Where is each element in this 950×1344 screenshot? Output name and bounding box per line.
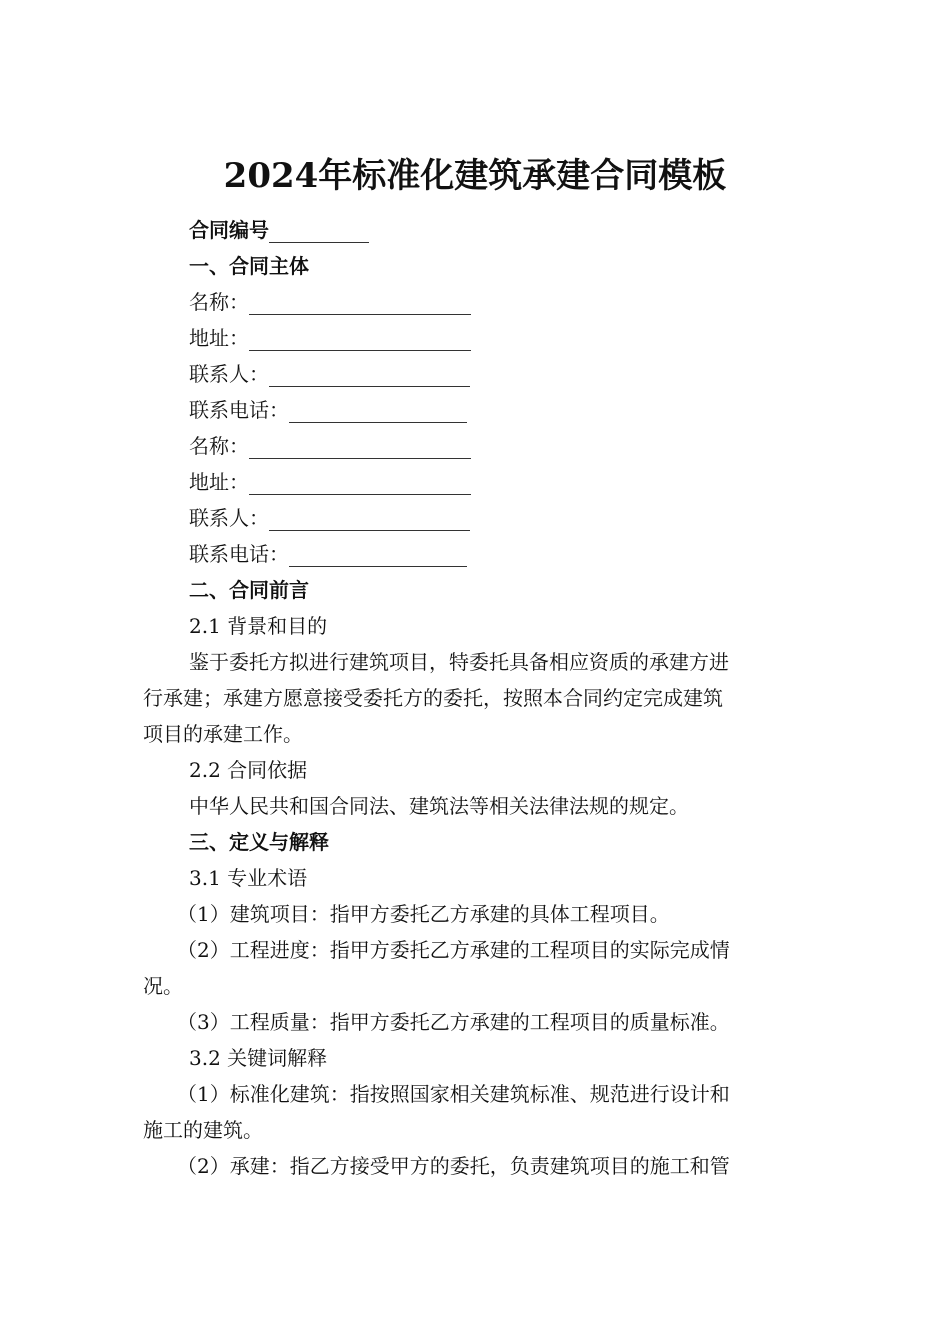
field-label: 联系人： [189,506,269,530]
field-label: 名称： [189,290,249,314]
section-2-heading: 二、合同前言 [189,578,309,602]
party-a-address-line [143,320,808,356]
contract-number-label: 合同编号 [189,218,269,242]
contract-number-line [143,212,808,248]
subsection-2-2-heading: 2.2 合同依据 [189,758,308,782]
party-a-phone-blank[interactable] [289,398,467,423]
party-b-phone-blank[interactable] [289,542,467,567]
paragraph-line: 中华人民共和国合同法、建筑法等相关法律法规的规定。 [189,794,689,818]
document-body [143,212,808,1184]
paragraph-line: 项目的承建工作。 [143,722,303,746]
section-3-heading: 三、定义与解释 [189,830,329,854]
paragraph-line: 行承建；承建方愿意接受委托方的委托，按照本合同约定完成建筑 [143,686,723,710]
party-b-contact-line [143,500,808,536]
party-b-name-blank[interactable] [249,434,471,459]
list-item: （1）标准化建筑：指按照国家相关建筑标准、规范进行设计和 [177,1082,730,1106]
field-label: 联系电话： [189,398,289,422]
subsection-3-2-heading: 3.2 关键词解释 [189,1046,328,1070]
field-label: 地址： [189,470,249,494]
list-item: （1）建筑项目：指甲方委托乙方承建的具体工程项目。 [177,902,670,926]
party-a-address-blank[interactable] [249,326,471,351]
document-title: 2024年标准化建筑承建合同模板 [223,156,727,196]
party-b-phone-line [143,536,808,572]
party-a-name-line [143,284,808,320]
party-b-address-line [143,464,808,500]
section-1-heading: 一、合同主体 [189,254,309,278]
subsection-3-1-heading: 3.1 专业术语 [189,866,308,890]
field-label: 地址： [189,326,249,350]
list-item: （2）工程进度：指甲方委托乙方承建的工程项目的实际完成情 [177,938,730,962]
field-label: 联系电话： [189,542,289,566]
party-a-phone-line [143,392,808,428]
party-a-contact-blank[interactable] [269,362,470,387]
party-a-contact-line [143,356,808,392]
list-item-continuation: 施工的建筑。 [143,1118,263,1142]
list-item: （2）承建：指乙方接受甲方的委托，负责建筑项目的施工和管 [177,1154,730,1178]
party-b-contact-blank[interactable] [269,506,470,531]
list-item-continuation: 况。 [143,974,183,998]
party-a-name-blank[interactable] [249,290,471,315]
paragraph-line: 鉴于委托方拟进行建筑项目，特委托具备相应资质的承建方进 [189,650,729,674]
field-label: 名称： [189,434,249,458]
field-label: 联系人： [189,362,269,386]
subsection-2-1-heading: 2.1 背景和目的 [189,614,328,638]
party-b-address-blank[interactable] [249,470,471,495]
list-item: （3）工程质量：指甲方委托乙方承建的工程项目的质量标准。 [177,1010,730,1034]
party-b-name-line [143,428,808,464]
contract-number-blank[interactable] [269,218,369,243]
